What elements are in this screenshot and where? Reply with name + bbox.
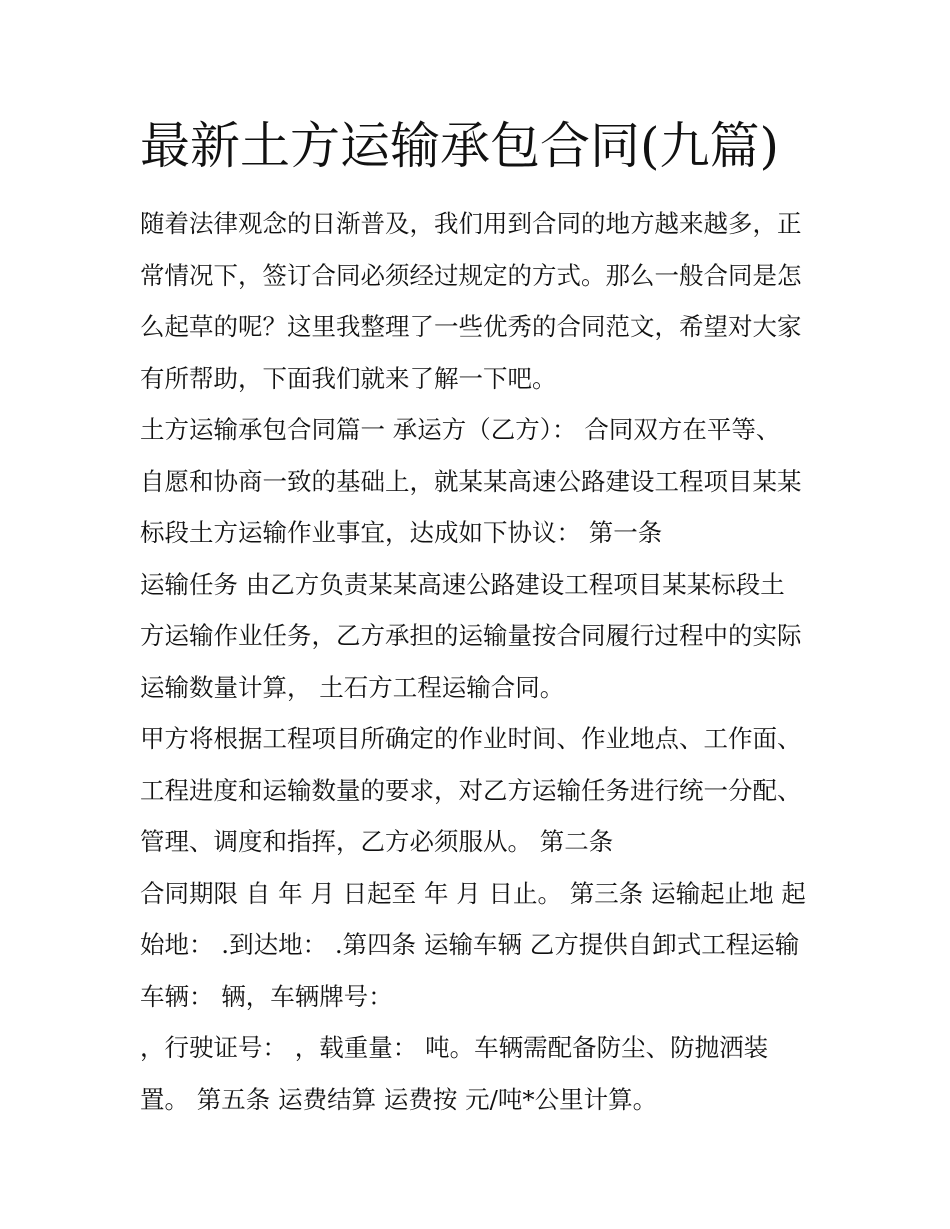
body-line: 置。 第五条 运费结算 运费按 元/吨*公里计算。	[140, 1084, 658, 1114]
body-line: 管理、调度和指挥，乙方必须服从。 第二条	[140, 827, 614, 856]
body-line: 自愿和协商一致的基础上，就某某高速公路建设工程项目某某	[140, 466, 802, 496]
body-line: 土方运输承包合同篇一 承运方（乙方）： 合同双方在平等、	[140, 415, 781, 444]
body-line: 标段土方运输作业事宜，达成如下协议： 第一条	[140, 518, 663, 547]
body-line: 合同期限 自 年 月 日起至 年 月 日止。 第三条 运输起止地 起	[140, 878, 806, 908]
body-line: 随着法律观念的日渐普及，我们用到合同的地方越来越多，正	[140, 209, 802, 238]
document-title: 最新土方运输承包合同(九篇)	[140, 117, 780, 175]
body-line: 方运输作业任务，乙方承担的运输量按合同履行过程中的实际	[140, 621, 802, 650]
body-line: 常情况下，签订合同必须经过规定的方式。那么一般合同是怎	[140, 260, 802, 290]
body-line: 甲方将根据工程项目所确定的作业时间、作业地点、工作面、	[140, 724, 802, 753]
body-line: 始地： .到达地： .第四条 运输车辆 乙方提供自卸式工程运输	[140, 930, 800, 959]
body-line: 运输数量计算， 土石方工程运输合同。	[140, 672, 565, 702]
body-line: 么起草的呢？这里我整理了一些优秀的合同范文，希望对大家	[140, 312, 802, 341]
document-body	[140, 198, 820, 1125]
body-line: ，行驶证号： ，载重量： 吨。车辆需配备防尘、防抛洒装	[140, 1033, 769, 1062]
body-line: 工程进度和运输数量的要求，对乙方运输任务进行统一分配、	[140, 775, 802, 805]
body-line: 车辆： 辆，车辆牌号：	[140, 981, 393, 1011]
body-line: 有所帮助，下面我们就来了解一下吧。	[140, 363, 557, 393]
body-line: 运输任务 由乙方负责某某高速公路建设工程项目某某标段土	[140, 569, 785, 599]
